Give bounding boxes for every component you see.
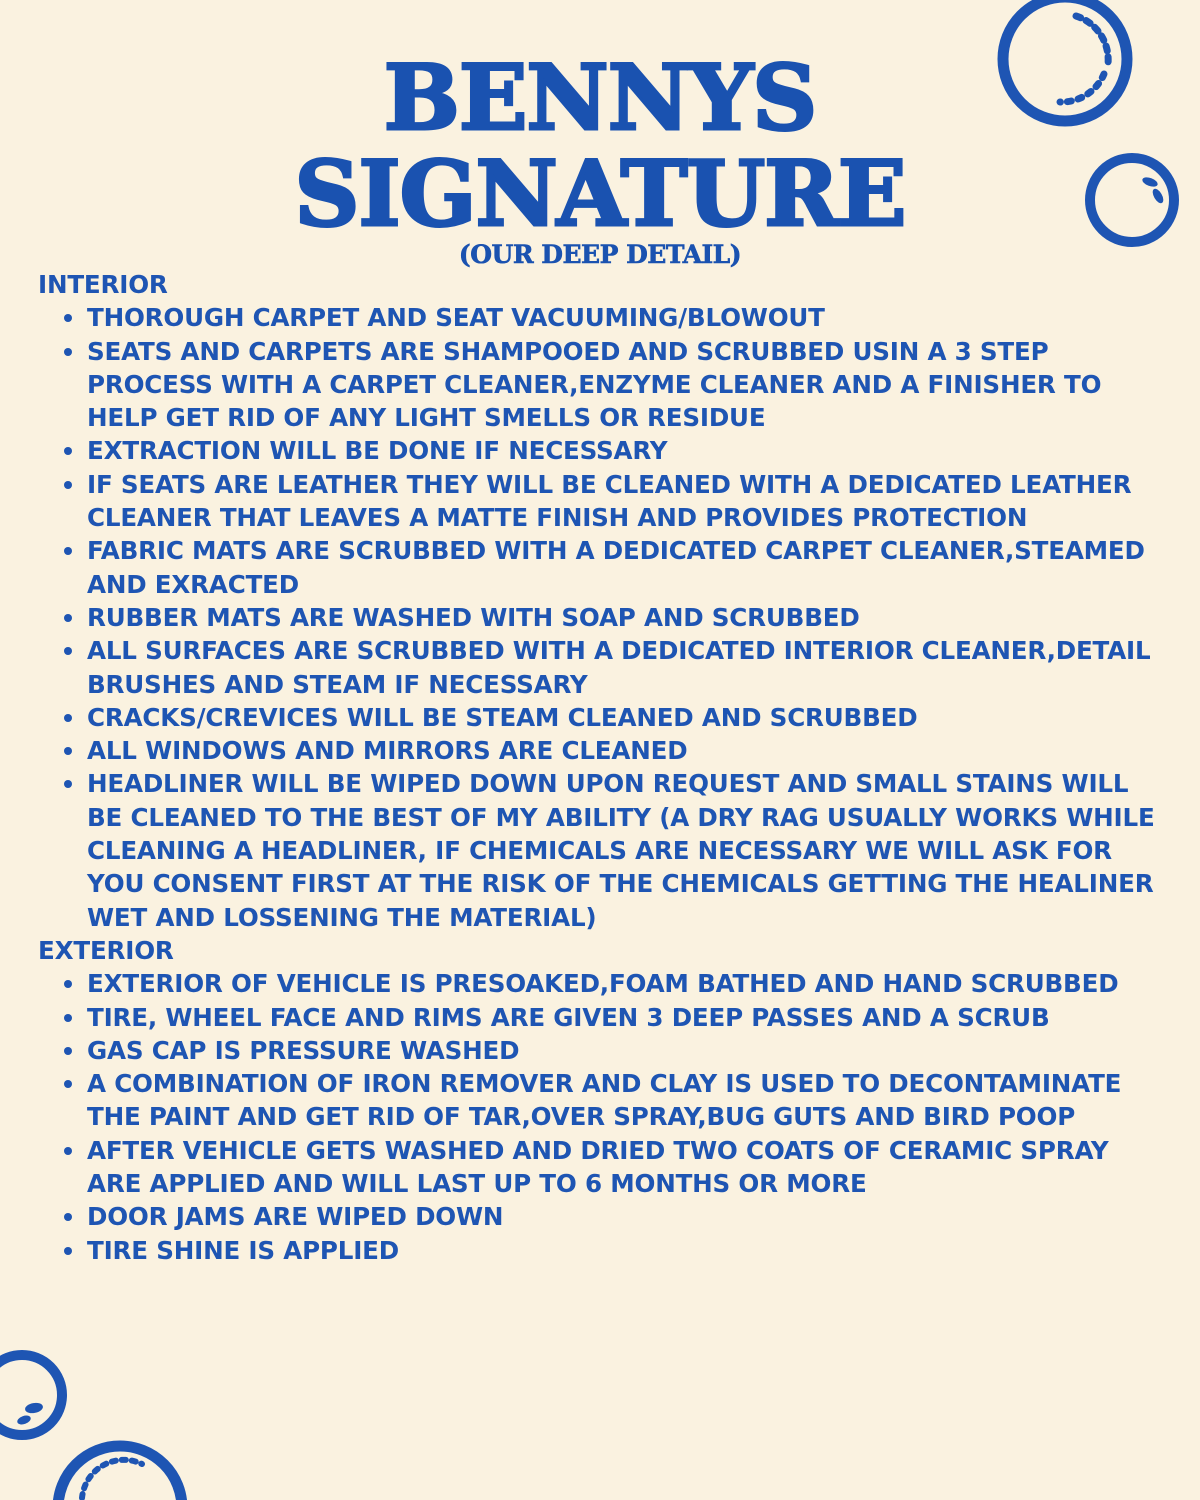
exterior-list <box>38 967 1168 1267</box>
list-item: TIRE, WHEEL FACE AND RIMS ARE GIVEN 3 DEEP PASSES AND A SCRUB <box>87 1001 1168 1034</box>
section-heading-interior: INTERIOR <box>38 270 168 299</box>
list-item: THOROUGH CARPET AND SEAT VACUUMING/BLOWOUT <box>87 301 1168 334</box>
section-heading-exterior: EXTERIOR <box>38 935 174 965</box>
list-item: ALL SURFACES ARE SCRUBBED WITH A DEDICATED INTERIOR CLEANER,DETAIL BRUSHES AND STEAM IF NECESSARY <box>87 634 1168 701</box>
list-item: IF SEATS ARE LEATHER THEY WILL BE CLEANED WITH A DEDICATED LEATHER CLEANER THAT LEAVES A MATTE FINISH AND PROVIDES PROTECTION <box>87 468 1168 535</box>
list-item: TIRE SHINE IS APPLIED <box>87 1234 1168 1267</box>
service-list <box>38 268 1168 1267</box>
list-item: ALL WINDOWS AND MIRRORS ARE CLEANED <box>87 734 1168 767</box>
list-item: GAS CAP IS PRESSURE WASHED <box>87 1034 1168 1067</box>
bubble-icon <box>52 1440 188 1500</box>
list-item: EXTERIOR OF VEHICLE IS PRESOAKED,FOAM BATHED AND HAND SCRUBBED <box>87 967 1168 1000</box>
page-subtitle: (OUR DEEP DETAIL) <box>458 240 742 269</box>
list-item: CRACKS/CREVICES WILL BE STEAM CLEANED AND SCRUBBED <box>87 701 1168 734</box>
list-item: SEATS AND CARPETS ARE SHAMPOOED AND SCRUBBED USIN A 3 STEP PROCESS WITH A CARPET CLEANER,ENZYME CLEANER AND A FINISHER TO HELP GET RID OF ANY LIGHT SMELLS OR RESIDUE <box>87 335 1168 435</box>
list-item: RUBBER MATS ARE WASHED WITH SOAP AND SCRUBBED <box>87 601 1168 634</box>
interior-list <box>38 301 1168 934</box>
list-item: HEADLINER WILL BE WIPED DOWN UPON REQUEST AND SMALL STAINS WILL BE CLEANED TO THE BEST OF MY ABILITY (A DRY RAG USUALLY WORKS WHILE CLEANING A HEADLINER, IF CHEMICALS ARE NECESSARY WE WILL ASK FOR YOU CONSENT FIRST AT THE RISK OF THE CHEMICALS GETTING THE HEALINER WET AND LOSSENING THE MATERIAL) <box>87 767 1168 933</box>
list-item: EXTRACTION WILL BE DONE IF NECESSARY <box>87 434 1168 467</box>
list-item: FABRIC MATS ARE SCRUBBED WITH A DEDICATED CARPET CLEANER,STEAMED AND EXRACTED <box>87 534 1168 601</box>
page-title-line-2: SIGNATURE <box>294 141 906 247</box>
list-item: AFTER VEHICLE GETS WASHED AND DRIED TWO COATS OF CERAMIC SPRAY ARE APPLIED AND WILL LAST UP TO 6 MONTHS OR MORE <box>87 1134 1168 1201</box>
page-title-line-1: BENNYS <box>383 45 817 151</box>
list-item: A COMBINATION OF IRON REMOVER AND CLAY IS USED TO DECONTAMINATE THE PAINT AND GET RID OF TAR,OVER SPRAY,BUG GUTS AND BIRD POOP <box>87 1067 1168 1134</box>
list-item: DOOR JAMS ARE WIPED DOWN <box>87 1200 1168 1233</box>
